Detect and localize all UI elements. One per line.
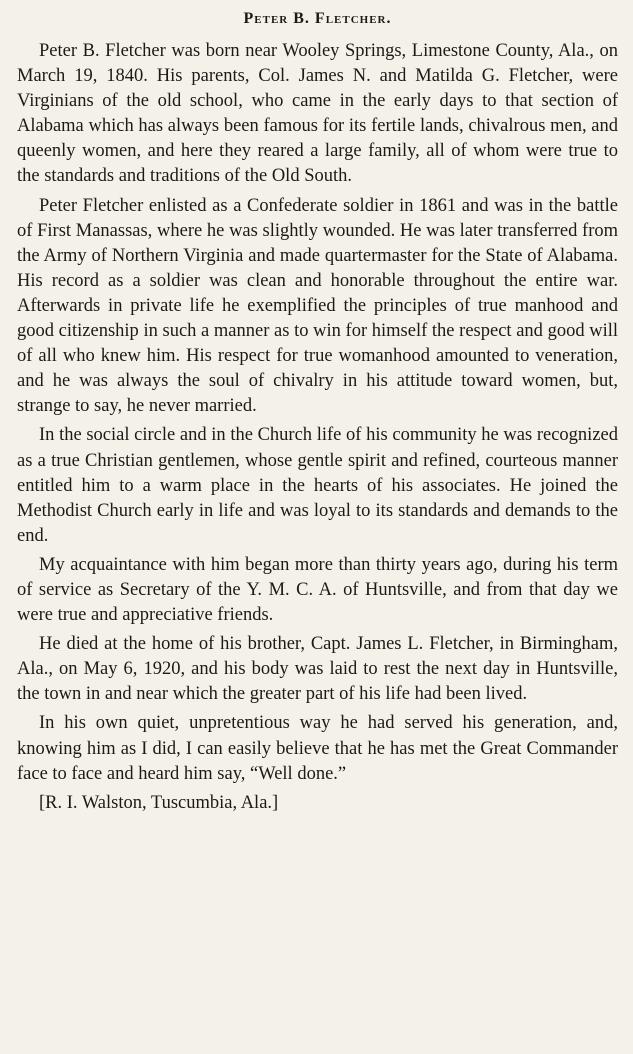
article-title: Peter B. Fletcher.	[243, 10, 392, 27]
paragraph-acquaintance: My acquaintance with him began more than thirty years ago, during his term of service as Secretary of the Y. M. C. A. of Huntsville, and from that day we were true and appreciative friends.	[17, 554, 618, 626]
paragraph-church-life: In the social circle and in the Church life of his community he was recognized as a true Christian gentlemen, whose gentle spirit and refined, courteous manner entitled him to a warm place in the hearts of his associates. He joined the Methodist Church early in life and was loyal to its standards and demands to the end.	[17, 425, 618, 546]
paragraph-death: He died at the home of his brother, Capt. James L. Fletcher, in Birmingham, Ala., on May 6, 1920, and his body was laid to rest the next day in Huntsville, the town in and near which the greater part of his life had been lived.	[17, 634, 618, 705]
paragraph-military-service: Peter Fletcher enlisted as a Confederate soldier in 1861 and was in the battle of First Manassas, where he was slightly wounded. He was later transferred from the Army of Northern Virginia and made quartermaster for the State of Alabama. His record as a soldier was clean and honorable throughout the entire war. Afterwards in private life he exemplified the principles of true manhood and good citizenship in such a manner as to win for himself the respect and good will of all who knew him. His respect for true womanhood amounted to veneration, and he was always the soul of chivalry in his attitude toward women, but, strange to say, he never married.	[17, 195, 618, 417]
author-signature: [R. I. Walston, Tuscumbia, Ala.]	[39, 792, 279, 813]
paragraph-closing: In his own quiet, unpretentious way he had served his generation, and, knowing him as I did, I can easily believe that he has met the Great Commander face to face and heard him say, “Well done.”	[17, 713, 618, 784]
paragraph-birth-family: Peter B. Fletcher was born near Wooley Springs, Limestone County, Ala., on March 19, 1840. His parents, Col. James N. and Matilda G. Fletcher, were Virginians of the old school, who came in the early days to that section of Alabama which has always been famous for its fertile lands, chivalrous men, and queenly women, and here they reared a large family, all of whom were true to the standards and traditions of the Old South.	[17, 41, 618, 187]
